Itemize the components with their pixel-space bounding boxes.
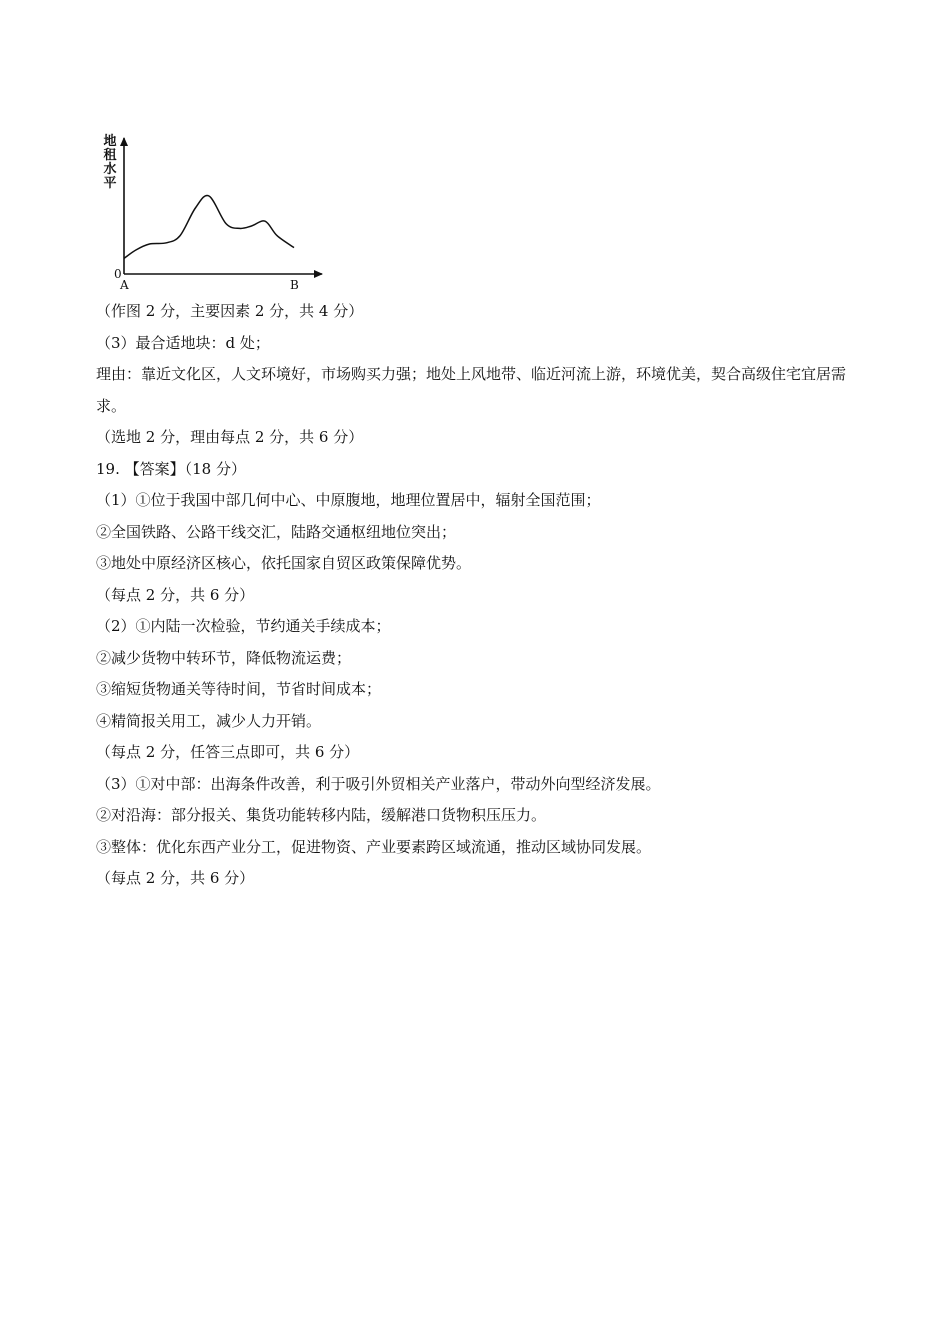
scoring-note: （选地 2 分，理由每点 2 分，共 6 分） [96,428,364,446]
answer-line: （3）①对中部：出海条件改善，利于吸引外贸相关产业落户，带动外向型经济发展。 [96,774,661,793]
y-axis-label [102,135,118,191]
answer-line: ③缩短货物通关等待时间，节省时间成本； [96,680,382,698]
answer-line: ③地处中原经济区核心，依托国家自贸区政策保障优势。 [96,554,472,572]
answer-line: ②减少货物中转环节，降低物流运费； [96,648,352,667]
y-axis-label-char: 地 [103,134,117,149]
answer-line: 理由：靠近文化区，人文环境好，市场购买力强；地处上风地带、临近河流上游，环境优美，契合高级住宅宜居需求。 [96,365,847,415]
question-heading: 19. 【答案】（18 分） [96,459,246,478]
answer-line: ②对沿海：部分报关、集货功能转移内陆，缓解港口货物积压压力。 [96,806,547,824]
y-axis-label-char: 租 [103,148,117,163]
land-rent-curve [124,195,294,258]
answer-line: ②全国铁路、公路干线交汇，陆路交通枢纽地位突出； [96,522,457,541]
y-axis-label-char: 水 [103,162,117,177]
x-axis-end-label: B [290,278,299,292]
answer-line: （2）①内陆一次检验，节约通关手续成本； [96,617,391,635]
scoring-note: （每点 2 分，任答三点即可，共 6 分） [96,743,360,761]
y-axis-label-char: 平 [103,176,117,191]
scoring-note: （每点 2 分，共 6 分） [96,585,255,604]
answer-line: ③整体：优化东西产业分工，促进物资、产业要素跨区域流通，推动区域协同发展。 [96,837,652,856]
answer-text [96,296,856,895]
answer-line: （1）①位于我国中部几何中心、中原腹地，地理位置居中，辐射全国范围； [96,491,601,509]
land-rent-chart [96,128,336,296]
answer-line: ④精简报关用工，减少人力开销。 [96,711,322,730]
origin-label: 0 [114,267,122,281]
land-rent-figure [96,128,336,296]
answer-line: （3）最合适地块：d 处； [96,333,270,352]
scoring-note: （每点 2 分，共 6 分） [96,869,255,887]
scoring-note: （作图 2 分，主要因素 2 分，共 4 分） [96,302,364,320]
x-axis-start-label: A [120,278,129,292]
